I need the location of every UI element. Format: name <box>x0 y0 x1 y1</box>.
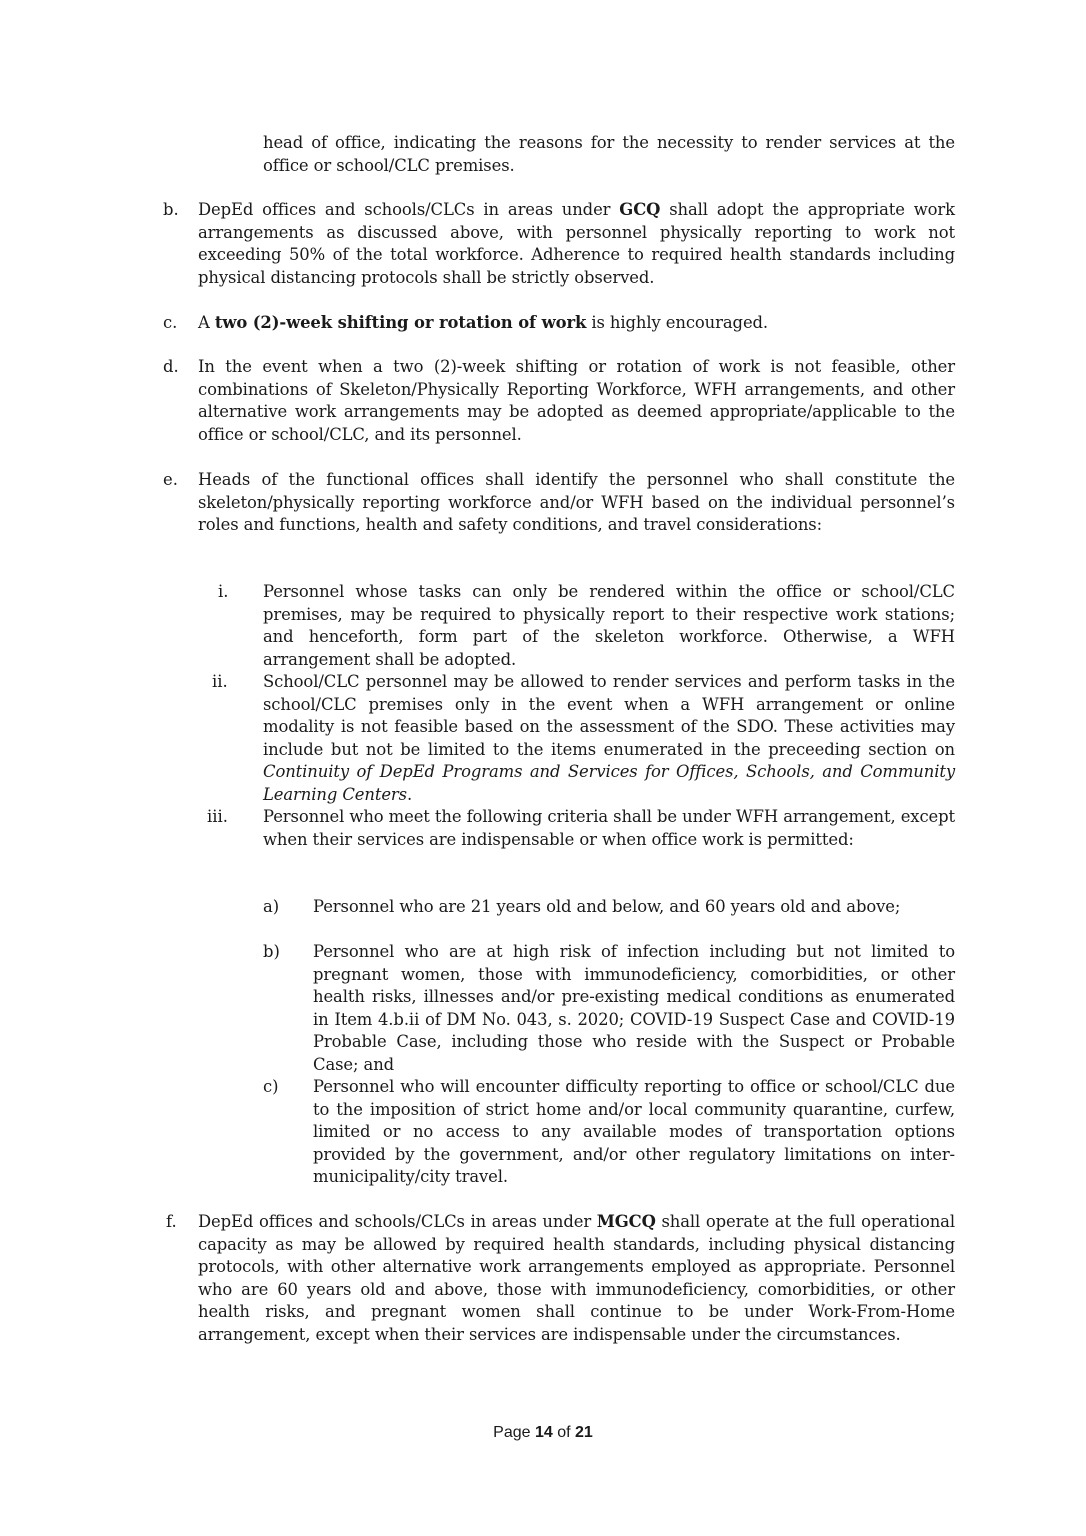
item-e-i: Personnel whose tasks can only be rendered within the office or school/CLC premises, may be required to physically report to their respective work stations; and henceforth, form part of the skeleton workforce. Otherwise, a WFH arrangement shall be adopted. <box>263 582 955 669</box>
text: DepEd offices and schools/CLCs in areas under <box>198 200 620 219</box>
item-c <box>198 312 955 335</box>
item-marker: d. <box>163 357 179 376</box>
page-footer <box>0 1424 1086 1442</box>
item-marker: a) <box>263 897 280 916</box>
italic-text: Continuity of DepEd Programs and Services for Offices, Schools, and Community Learning Centers <box>263 762 955 804</box>
page-label: Page <box>493 1424 531 1441</box>
item-marker: b) <box>263 942 280 961</box>
bold-text: MGCQ <box>596 1212 656 1231</box>
item-b <box>198 199 955 289</box>
item-iii-c: Personnel who will encounter difficulty reporting to office or school/CLC due to the imposition of strict home and/or local community quarantine, curfew, limited or no access to any available modes of transportation options provided by the government, and/or other regulatory limitations on inter-municipality/city travel. <box>313 1077 955 1186</box>
bold-text: GCQ <box>619 200 661 219</box>
text: is highly encouraged. <box>586 313 769 332</box>
item-marker: iii. <box>207 807 228 826</box>
bold-text: two (2)-week shifting or rotation of work <box>214 313 587 332</box>
intro-paragraph: head of office, indicating the reasons for the necessity to render services at the office or school/CLC premises. <box>263 133 955 175</box>
item-e-ii <box>263 671 955 806</box>
item-marker: c) <box>263 1077 279 1096</box>
item-e-iii: Personnel who meet the following criteria shall be under WFH arrangement, except when their services are indispensable or when office work is permitted: <box>263 807 955 849</box>
item-f <box>198 1211 955 1346</box>
text: . <box>406 784 413 804</box>
text: A <box>198 313 215 332</box>
of-label: of <box>557 1424 571 1441</box>
text: DepEd offices and schools/CLCs in areas under <box>198 1212 597 1231</box>
text: shall adopt the appropriate work arrangements as discussed above, with personnel physically reporting to work not exceeding 50% of the total workforce. Adherence to required health standards including physical distancing protocols shall be strictly observed. <box>198 200 955 287</box>
item-marker: c. <box>163 313 178 332</box>
page-number: 14 <box>534 1424 553 1441</box>
item-iii-b: Personnel who are at high risk of infection including but not limited to pregnant women, those with immunodeficiency, comorbidities, or other health risks, illnesses and/or pre-existing medical conditions as enumerated in Item 4.b.ii of DM No. 043, s. 2020; COVID-19 Suspect Case and COVID-19 Probable Case, including those who reside with the Suspect or Probable Case; and <box>313 942 955 1074</box>
item-d: In the event when a two (2)-week shifting or rotation of work is not feasible, other combinations of Skeleton/Physically Reporting Workforce, WFH arrangements, and other alternative work arrangements may be adopted as deemed appropriate/applicable to the office or school/CLC, and its personnel. <box>198 357 955 444</box>
text: School/CLC personnel may be allowed to render services and perform tasks in the school/CLC premises only in the event when a WFH arrangement or online modality is not feasible based on the assessment of the SDO. These activities may include but not be limited to the items enumerated in the preceeding section on <box>263 672 955 759</box>
item-e: Heads of the functional offices shall identify the personnel who shall constitute the skeleton/physically reporting workforce and/or WFH based on the individual personnel’s roles and functions, health and safety conditions, and travel considerations: <box>198 470 955 534</box>
item-marker: b. <box>163 200 179 219</box>
item-marker: ii. <box>212 672 228 691</box>
item-iii-a: Personnel who are 21 years old and below, and 60 years old and above; <box>313 897 901 916</box>
total-pages: 21 <box>575 1424 593 1441</box>
item-marker: f. <box>166 1212 177 1231</box>
text: shall operate at the full operational capacity as may be allowed by required health standards, including physical distancing protocols, with other alternative work arrangements employed as appropriate. Personnel who are 60 years old and above, those with immunodeficiency, comorbidities, or other health risks, and pregnant women shall continue to be under Work-From-Home arrangement, except when their services are indispensable under the circumstances. <box>198 1212 955 1344</box>
item-marker: i. <box>218 582 229 601</box>
item-marker: e. <box>163 470 178 489</box>
